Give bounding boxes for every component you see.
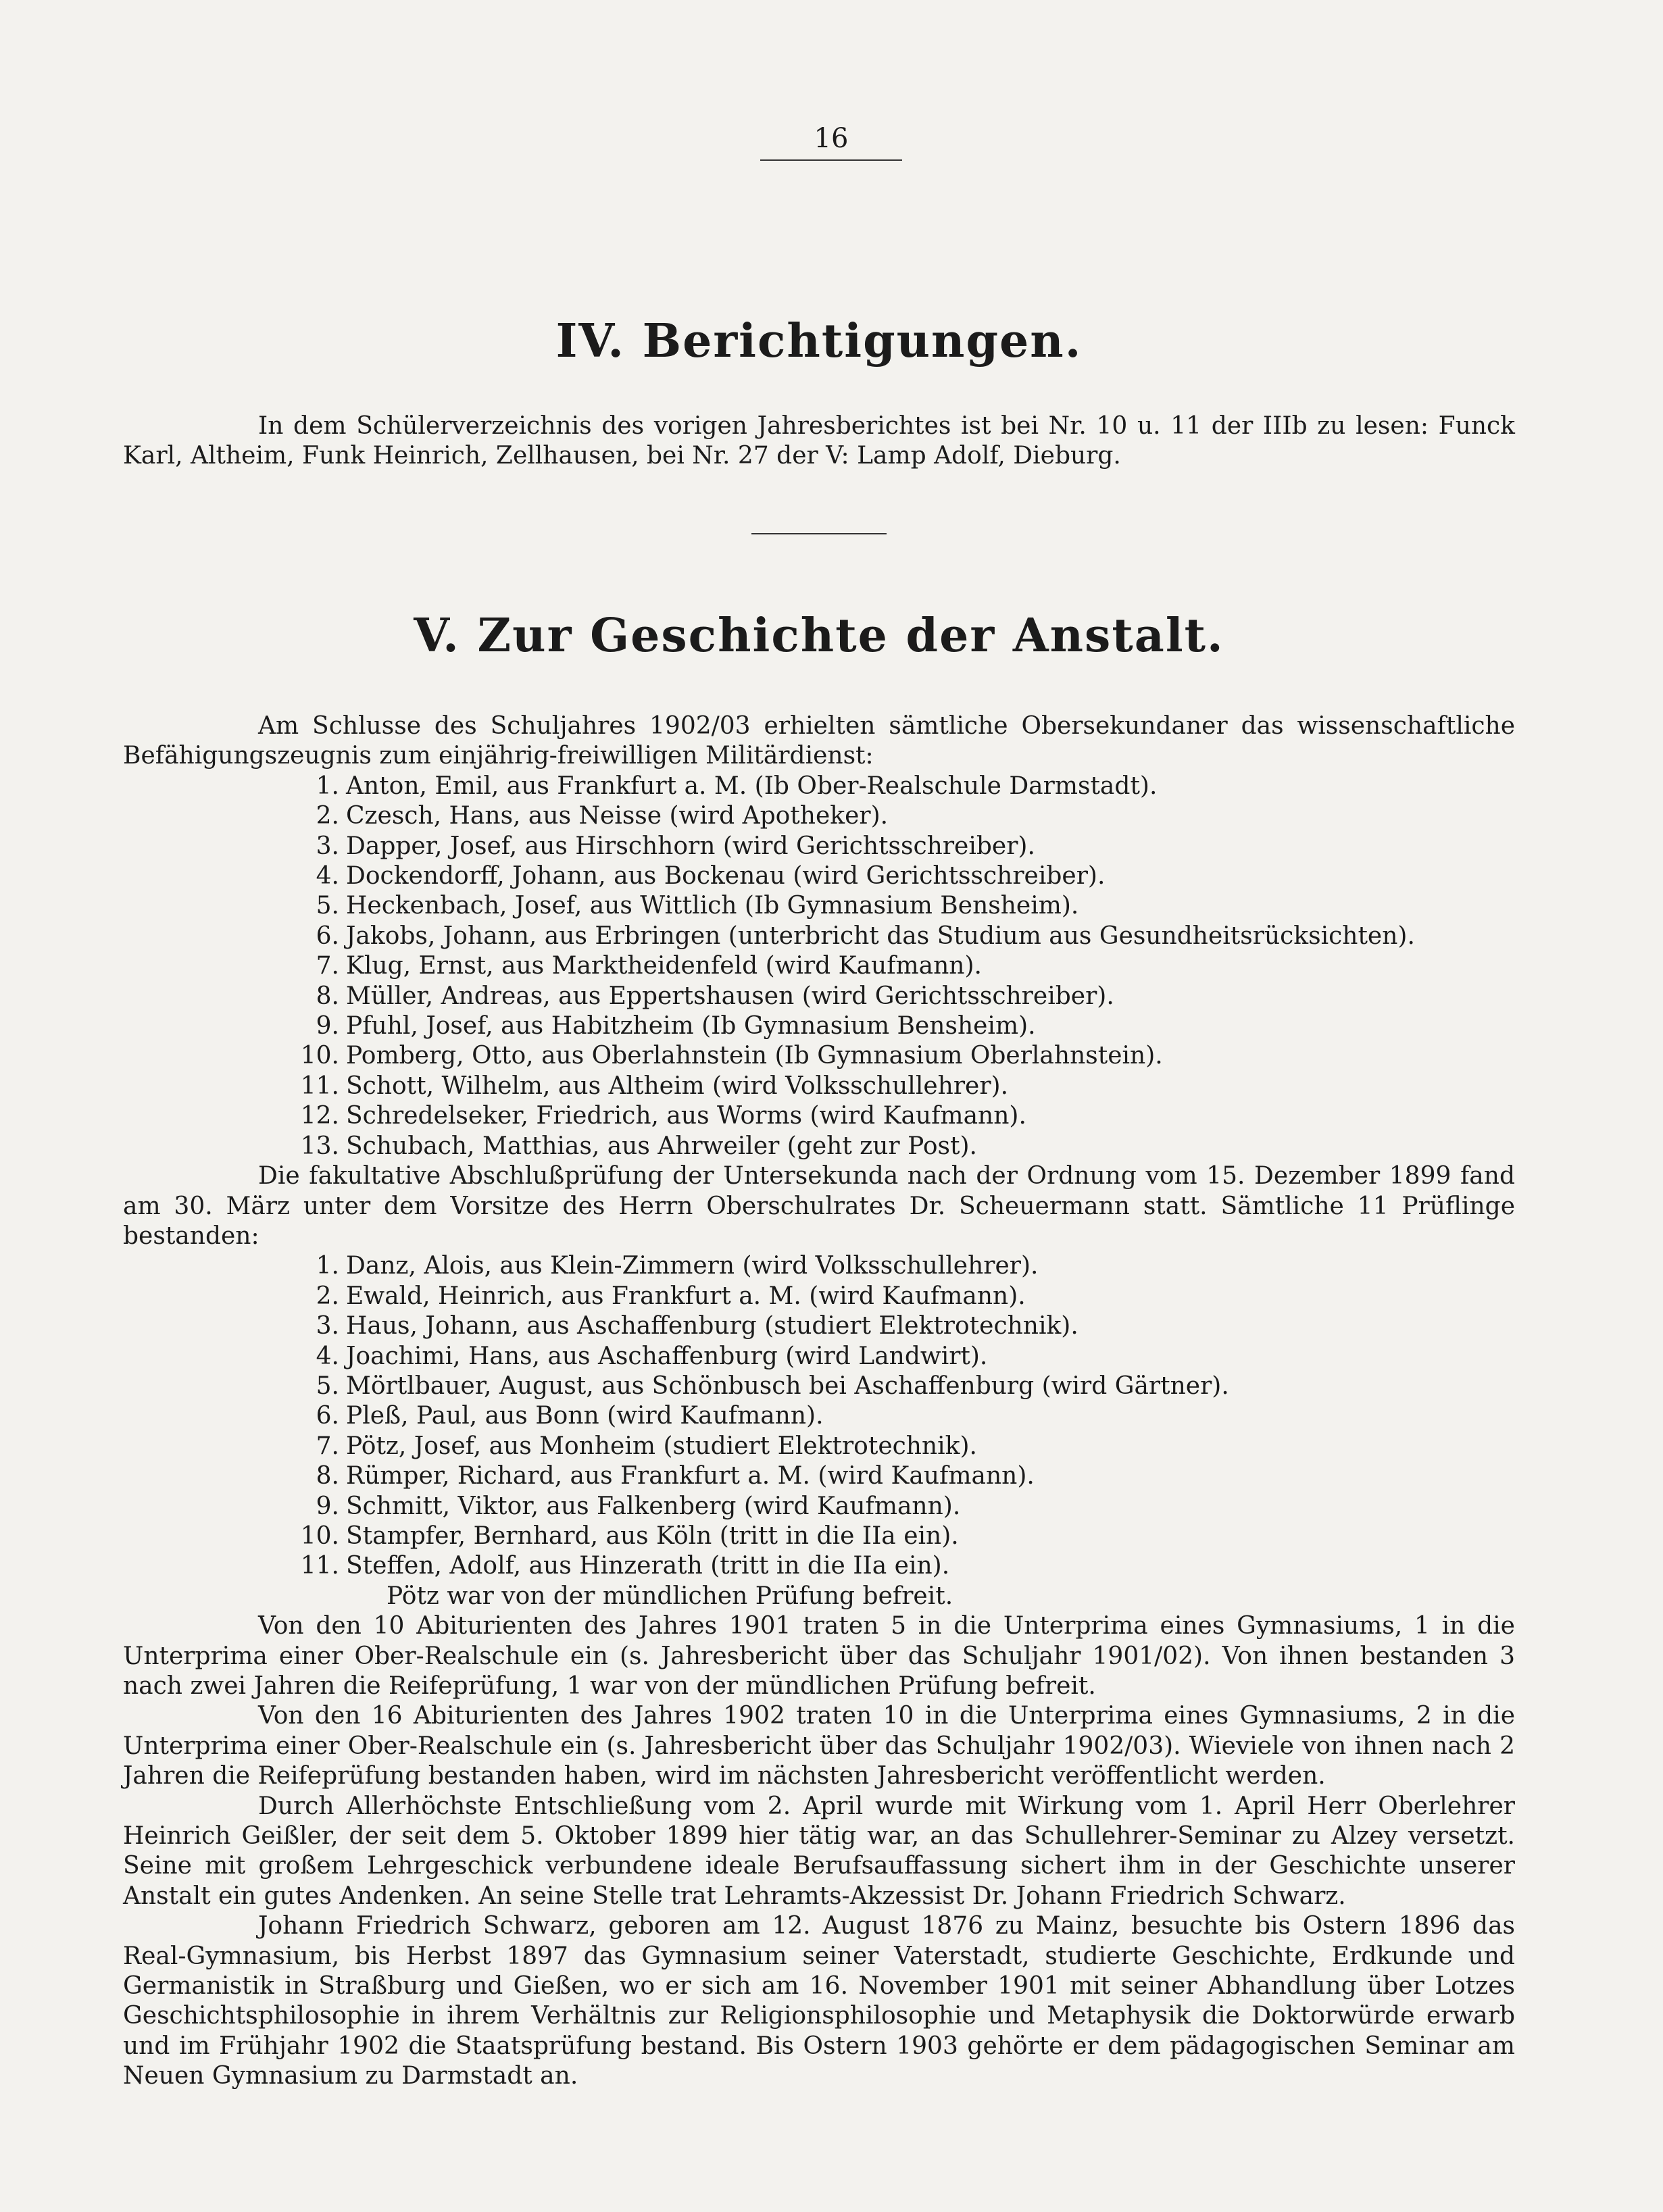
certificate-intro: Am Schlusse des Schuljahres 1902/03 erhielten sämtliche Obersekundaner das wissenschaftliche Befähigungszeugnis zum einjährig-freiwilligen Militärdienst: bbox=[123, 712, 1515, 770]
list-item bbox=[300, 1101, 1515, 1131]
list-item bbox=[316, 1342, 1515, 1372]
list-item-number: 9. bbox=[316, 1492, 339, 1520]
list-item-number: 13. bbox=[300, 1132, 339, 1160]
list-item-number: 5. bbox=[316, 892, 339, 920]
list-item-text: Anton, Emil, aus Frankfurt a. M. (Ib Ober-Realschule Darmstadt). bbox=[346, 772, 1158, 800]
list-item bbox=[300, 1041, 1515, 1071]
abiturienten-1902-paragraph: Von den 16 Abiturienten des Jahres 1902 traten 10 in die Unterprima eines Gymnasiums, 2 in die Unterprima einer Ober-Realschule ein (s. Jahresbericht über das Schuljahr 1902/03). Wieviele von ihnen nach 2 Jahren die Reifeprüfung bestanden haben, wird im nächsten Jahresbericht veröffentlicht werden. bbox=[123, 1702, 1515, 1790]
list-item bbox=[316, 832, 1515, 861]
certificate-list bbox=[123, 772, 1515, 1161]
exam-list bbox=[123, 1251, 1515, 1581]
list-item-text: Pleß, Paul, aus Bonn (wird Kaufmann). bbox=[346, 1402, 824, 1430]
list-item bbox=[316, 891, 1515, 921]
list-item-text: Mörtlbauer, August, aus Schönbusch bei Aschaffenburg (wird Gärtner). bbox=[346, 1372, 1229, 1400]
list-item bbox=[300, 1072, 1515, 1101]
list-item-text: Müller, Andreas, aus Eppertshausen (wird Gerichtsschreiber). bbox=[346, 982, 1114, 1010]
list-item-number: 6. bbox=[316, 922, 339, 950]
list-item bbox=[316, 861, 1515, 891]
list-item-text: Schmitt, Viktor, aus Falkenberg (wird Kaufmann). bbox=[346, 1492, 961, 1520]
list-item-number: 8. bbox=[316, 982, 339, 1010]
list-item-number: 11. bbox=[300, 1072, 339, 1100]
list-item bbox=[316, 1282, 1515, 1311]
list-item-text: Haus, Johann, aus Aschaffenburg (studiert Elektrotechnik). bbox=[346, 1312, 1078, 1340]
list-item bbox=[316, 982, 1515, 1011]
list-item-number: 12. bbox=[300, 1102, 339, 1130]
section-iv-title: IV. Berichtigungen. bbox=[555, 314, 1083, 368]
list-item-number: 3. bbox=[316, 832, 339, 860]
list-item-number: 7. bbox=[316, 952, 339, 980]
list-item-number: 10. bbox=[300, 1522, 339, 1550]
list-item-text: Schott, Wilhelm, aus Altheim (wird Volksschullehrer). bbox=[346, 1072, 1009, 1100]
list-item-text: Steffen, Adolf, aus Hinzerath (tritt in die IIa ein). bbox=[346, 1552, 950, 1580]
schwarz-paragraph: Johann Friedrich Schwarz, geboren am 12. August 1876 zu Mainz, besuchte bis Ostern 1896 das Real-Gymnasium, bis Herbst 1897 das Gymnasium seiner Vaterstadt, studierte Geschichte, Erdkunde und Germanistik in Straßburg und Gießen, wo er sich am 16. November 1901 mit seiner Abhandlung über Lotzes Geschichtsphilosophie in ihrem Verhältnis zur Religionsphilosophie und Metaphysik die Doktorwürde erwarb und im Frühjahr 1902 die Staatsprüfung bestand. Bis Ostern 1903 gehörte er dem pädagogischen Seminar am Neuen Gymnasium zu Darmstadt an. bbox=[123, 1912, 1515, 2090]
list-item bbox=[300, 1132, 1515, 1161]
page-content bbox=[123, 314, 1515, 2092]
list-item-number: 7. bbox=[316, 1432, 339, 1460]
list-item bbox=[316, 1011, 1515, 1041]
list-item bbox=[316, 1432, 1515, 1461]
list-item-number: 8. bbox=[316, 1462, 339, 1490]
list-item-text: Klug, Ernst, aus Marktheidenfeld (wird Kaufmann). bbox=[346, 952, 982, 980]
list-item bbox=[316, 1461, 1515, 1491]
list-item-number: 10. bbox=[300, 1042, 339, 1070]
list-item-text: Pötz, Josef, aus Monheim (studiert Elektrotechnik). bbox=[346, 1432, 977, 1460]
list-item-number: 1. bbox=[316, 772, 339, 800]
page-number: 16 bbox=[760, 123, 902, 161]
section-v-title: V. Zur Geschichte der Anstalt. bbox=[414, 609, 1224, 663]
list-item bbox=[300, 1551, 1515, 1581]
list-item-text: Joachimi, Hans, aus Aschaffenburg (wird Landwirt). bbox=[346, 1342, 988, 1370]
list-item-number: 2. bbox=[316, 802, 339, 830]
list-item bbox=[316, 1372, 1515, 1401]
list-item-number: 2. bbox=[316, 1282, 339, 1310]
list-item-text: Heckenbach, Josef, aus Wittlich (Ib Gymnasium Bensheim). bbox=[346, 892, 1079, 920]
list-item-number: 6. bbox=[316, 1402, 339, 1430]
list-item-text: Stampfer, Bernhard, aus Köln (tritt in die IIa ein). bbox=[346, 1522, 959, 1550]
list-item-text: Jakobs, Johann, aus Erbringen (unterbricht das Studium aus Gesundheitsrücksichten). bbox=[346, 922, 1415, 950]
list-item bbox=[316, 922, 1515, 951]
list-item-number: 5. bbox=[316, 1372, 339, 1400]
list-item-number: 3. bbox=[316, 1312, 339, 1340]
list-item bbox=[316, 1401, 1515, 1431]
section-divider bbox=[751, 533, 887, 534]
list-item-number: 11. bbox=[300, 1552, 339, 1580]
list-item-text: Pfuhl, Josef, aus Habitzheim (Ib Gymnasium Bensheim). bbox=[346, 1012, 1036, 1040]
exam-intro: Die fakultative Abschlußprüfung der Untersekunda nach der Ordnung vom 15. Dezember 1899 fand am 30. März unter dem Vorsitze des Herrn Oberschulrates Dr. Scheuermann statt. Sämtliche 11 Prüflinge bestanden: bbox=[123, 1162, 1515, 1250]
list-item bbox=[300, 1522, 1515, 1551]
list-item bbox=[316, 1311, 1515, 1341]
list-item bbox=[316, 1492, 1515, 1522]
list-item-number: 9. bbox=[316, 1012, 339, 1040]
list-item bbox=[316, 1251, 1515, 1281]
geissler-paragraph: Durch Allerhöchste Entschließung vom 2. April wurde mit Wirkung vom 1. April Herr Oberlehrer Heinrich Geißler, der seit dem 5. Oktober 1899 hier tätig war, an das Schullehrer-Seminar zu Alzey versetzt. Seine mit großem Lehrgeschick verbundene ideale Berufsauffassung sichert ihm in der Geschichte unserer Anstalt ein gutes Andenken. An seine Stelle trat Lehramts-Akzessist Dr. Johann Friedrich Schwarz. bbox=[123, 1792, 1515, 1910]
list-item-number: 4. bbox=[316, 862, 339, 890]
list-item-text: Schubach, Matthias, aus Ahrweiler (geht zur Post). bbox=[346, 1132, 977, 1160]
list-item-number: 1. bbox=[316, 1252, 339, 1280]
list-item-text: Rümper, Richard, aus Frankfurt a. M. (wird Kaufmann). bbox=[346, 1462, 1035, 1490]
list-item-text: Dapper, Josef, aus Hirschhorn (wird Gerichtsschreiber). bbox=[346, 832, 1035, 860]
list-item-number: 4. bbox=[316, 1342, 339, 1370]
list-item-text: Pomberg, Otto, aus Oberlahnstein (Ib Gymnasium Oberlahnstein). bbox=[346, 1042, 1163, 1070]
corrections-paragraph: In dem Schülerverzeichnis des vorigen Jahresberichtes ist bei Nr. 10 u. 11 der IIIb zu lesen: Funck Karl, Altheim, Funk Heinrich, Zellhausen, bei Nr. 27 der V: Lamp Adolf, Dieburg. bbox=[123, 411, 1515, 470]
list-item-text: Schredelseker, Friedrich, aus Worms (wird Kaufmann). bbox=[346, 1102, 1026, 1130]
list-item-text: Danz, Alois, aus Klein-Zimmern (wird Volksschullehrer). bbox=[346, 1252, 1039, 1280]
exam-note: Pötz war von der mündlichen Prüfung befreit. bbox=[387, 1582, 953, 1610]
list-item bbox=[316, 772, 1515, 801]
list-item bbox=[316, 951, 1515, 981]
abiturienten-1901-paragraph: Von den 10 Abiturienten des Jahres 1901 traten 5 in die Unterprima eines Gymnasiums, 1 in die Unterprima einer Ober-Realschule ein (s. Jahresbericht über das Schuljahr 1901/02). Von ihnen bestanden 3 nach zwei Jahren die Reifeprüfung, 1 war von der mündlichen Prüfung befreit. bbox=[123, 1612, 1515, 1700]
list-item-text: Ewald, Heinrich, aus Frankfurt a. M. (wird Kaufmann). bbox=[346, 1282, 1026, 1310]
list-item-text: Czesch, Hans, aus Neisse (wird Apotheker). bbox=[346, 802, 889, 830]
list-item bbox=[316, 801, 1515, 831]
list-item-text: Dockendorff, Johann, aus Bockenau (wird Gerichtsschreiber). bbox=[346, 862, 1106, 890]
